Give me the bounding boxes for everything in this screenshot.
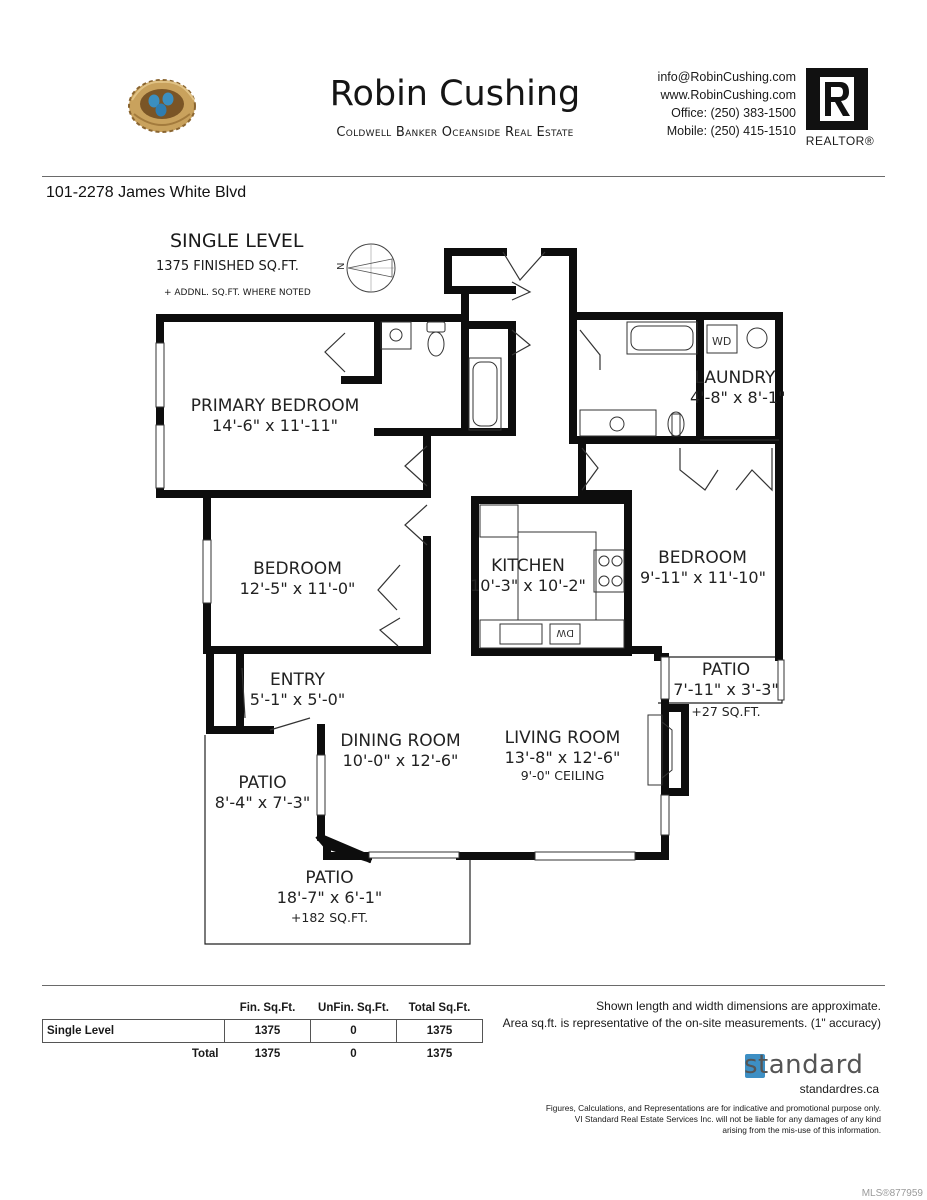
dishwasher-label: DW: [556, 627, 574, 638]
room-name: PATIO: [305, 868, 354, 888]
room-primary-bedroom: [175, 396, 375, 436]
table-total-row: [43, 1043, 483, 1066]
standard-logo-text: standard: [744, 1050, 864, 1080]
washer-dryer-label: WD: [712, 335, 732, 348]
property-address: 101-2278 James White Blvd: [46, 184, 247, 201]
room-name: LIVING ROOM: [504, 728, 621, 748]
room-dimensions: 9'-11" x 11'-10": [640, 568, 766, 587]
table-row: [43, 1020, 483, 1043]
room-kitchen: [468, 556, 588, 596]
mls-number: MLS®877959: [861, 1188, 923, 1199]
table-cell-fin: 1375: [225, 1020, 311, 1043]
room-patio-small: [666, 660, 786, 720]
table-total-total: 1375: [426, 1048, 453, 1060]
contact-website[interactable]: www.RobinCushing.com: [660, 88, 796, 102]
room-ceiling-height: 9'-0" CEILING: [520, 768, 605, 783]
room-bedroom-2: [225, 559, 370, 599]
room-dimensions: 12'-5" x 11'-0": [239, 579, 356, 598]
table-cell-total: 1375: [397, 1020, 483, 1043]
legal-fine-print: [546, 1103, 881, 1136]
room-name: BEDROOM: [658, 548, 747, 568]
compass-icon: [336, 244, 395, 292]
room-name: PATIO: [238, 773, 287, 793]
disclaimer-line: Area sq.ft. is representative of the on-site measurements. (1" accuracy): [502, 1016, 881, 1030]
table-cell-unfin: 0: [311, 1020, 397, 1043]
room-dimensions: 8'-4" x 7'-3": [214, 793, 311, 812]
table-header-cell: Fin. Sq.Ft.: [239, 1002, 296, 1014]
room-bedroom-3: [640, 548, 765, 588]
footer-divider: [42, 985, 885, 986]
level-finished-sqft: 1375 FINISHED SQ.FT.: [156, 259, 299, 274]
table-header-cell: [43, 997, 225, 1020]
fine-print-line: arising from the mis-use of this information.: [722, 1125, 881, 1135]
room-dimensions: 7'-11" x 3'-3": [673, 680, 779, 699]
room-dimensions: 14'-6" x 11'-11": [212, 416, 338, 435]
room-living-room: [495, 728, 630, 784]
room-name: BEDROOM: [253, 559, 342, 579]
room-name: PRIMARY BEDROOM: [190, 396, 360, 416]
contact-mobile-phone: Mobile: (250) 415-1510: [666, 124, 796, 138]
realtor-label: REALTOR®: [805, 134, 875, 148]
room-extra-sqft: +27 SQ.FT.: [691, 704, 761, 719]
table-header-cell: UnFin. Sq.Ft.: [318, 1002, 389, 1014]
room-dimensions: 5'-1" x 5'-0": [249, 690, 346, 709]
room-dimensions: 10'-3" x 10'-2": [470, 576, 586, 595]
compass-north-label: N: [336, 262, 347, 270]
room-entry: [240, 670, 355, 710]
room-laundry: [690, 368, 786, 408]
room-dimensions: 13'-8" x 12'-6": [504, 748, 621, 767]
standard-logo: [744, 1050, 884, 1082]
level-title: SINGLE LEVEL: [170, 230, 304, 252]
room-extra-sqft: +182 SQ.FT.: [290, 910, 369, 925]
room-name: ENTRY: [270, 670, 325, 690]
fine-print-line: VI Standard Real Estate Services Inc. will not be liable for any damages of any kind: [574, 1114, 881, 1124]
standard-url[interactable]: standardres.ca: [799, 1082, 879, 1096]
room-dimensions: 10'-0" x 12'-6": [342, 751, 459, 770]
table-total-label: Total: [191, 1048, 219, 1060]
room-dining-room: [333, 731, 468, 771]
level-sqft-note: + ADDNL. SQ.FT. WHERE NOTED: [164, 288, 311, 298]
room-name: DINING ROOM: [340, 731, 461, 751]
table-total-fin: 1375: [254, 1048, 281, 1060]
agent-name: Robin Cushing: [329, 74, 581, 114]
table-header-row: [43, 997, 483, 1020]
room-dimensions: 18'-7" x 6'-1": [276, 888, 383, 907]
fine-print-line: Figures, Calculations, and Representations are for indicative and promotional purpose only.: [545, 1103, 881, 1113]
brokerage-name: Coldwell Banker Oceanside Real Estate: [336, 125, 574, 140]
disclaimer-line: Shown length and width dimensions are approximate.: [596, 999, 881, 1013]
contact-email[interactable]: info@RobinCushing.com: [657, 70, 796, 84]
table-total-unfin: 0: [350, 1048, 357, 1060]
table-header-cell: Total Sq.Ft.: [408, 1002, 471, 1014]
room-patio-south: [262, 868, 397, 926]
room-name: LAUNDRY: [694, 368, 776, 388]
room-name: PATIO: [701, 660, 751, 680]
room-patio-west: [210, 773, 315, 813]
room-dimensions: 4'-8" x 8'-1": [690, 388, 786, 407]
sqft-summary-table: [42, 997, 483, 1065]
contact-office-phone: Office: (250) 383-1500: [671, 106, 796, 120]
room-name: KITCHEN: [491, 556, 565, 576]
table-cell-label: Single Level: [43, 1020, 225, 1043]
measurement-disclaimer: [503, 998, 881, 1032]
